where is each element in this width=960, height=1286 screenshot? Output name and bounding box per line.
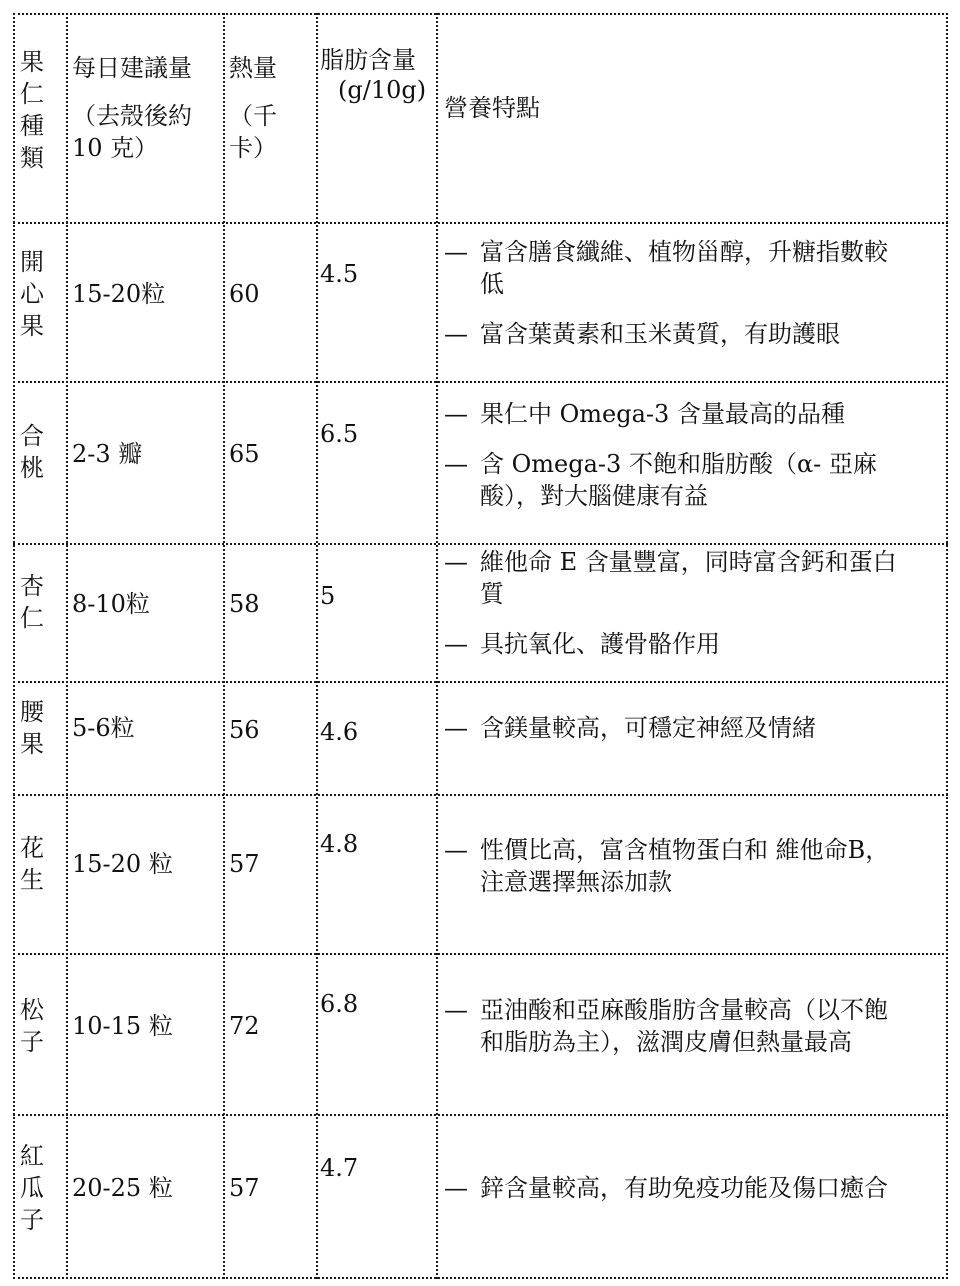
feature-item bbox=[444, 546, 944, 610]
nut-name: 松子 bbox=[20, 996, 44, 1056]
feature-item bbox=[444, 448, 944, 512]
column-divider bbox=[66, 13, 68, 1279]
features-list bbox=[444, 1172, 944, 1204]
header-features: 營養特點 bbox=[444, 94, 540, 122]
header-fat-line1: 脂肪含量 bbox=[320, 46, 416, 74]
bullet-dash: — bbox=[444, 1174, 468, 1202]
calories: 57 bbox=[229, 850, 260, 878]
feature-item bbox=[444, 834, 944, 898]
header-type: 果仁種類 bbox=[20, 48, 44, 172]
feature-item bbox=[444, 398, 944, 430]
feature-text: 維他命 E 含量豐富，同時富含鈣和蛋白 bbox=[480, 548, 897, 576]
features-list bbox=[444, 398, 944, 512]
feature-text: 具抗氧化、護骨骼作用 bbox=[480, 630, 720, 658]
features-list bbox=[444, 546, 944, 660]
feature-text-cont: 低 bbox=[480, 270, 504, 298]
fat-content: 5 bbox=[320, 582, 336, 610]
column-divider bbox=[316, 13, 318, 1279]
daily-amount: 2-3 瓣 bbox=[72, 440, 143, 468]
row-divider bbox=[13, 381, 948, 383]
calories: 57 bbox=[229, 1174, 260, 1202]
bullet-dash: — bbox=[444, 400, 468, 428]
fat-content: 4.7 bbox=[320, 1154, 359, 1182]
nut-name: 花生 bbox=[20, 834, 44, 894]
bullet-dash: — bbox=[444, 320, 468, 348]
header-calories-line1: 熱量 bbox=[229, 54, 277, 82]
bullet-dash: — bbox=[444, 996, 468, 1024]
feature-text: 果仁中 Omega-3 含量最高的品種 bbox=[480, 400, 845, 428]
daily-amount: 20-25 粒 bbox=[72, 1174, 173, 1202]
nut-name: 紅瓜子 bbox=[20, 1142, 44, 1234]
fat-content: 6.8 bbox=[320, 990, 359, 1018]
bullet-dash: — bbox=[444, 450, 468, 478]
daily-amount: 8-10粒 bbox=[72, 590, 150, 618]
feature-text: 富含葉黃素和玉米黃質，有助護眼 bbox=[480, 320, 840, 348]
header-daily-line2: （去殼後約 bbox=[72, 102, 192, 130]
bullet-dash: — bbox=[444, 714, 468, 742]
feature-text-cont: 注意選擇無添加款 bbox=[480, 868, 672, 896]
nut-name: 開心果 bbox=[20, 248, 44, 340]
fat-content: 4.5 bbox=[320, 260, 359, 288]
feature-text: 亞油酸和亞麻酸脂肪含量較高（以不飽 bbox=[480, 996, 888, 1024]
features-list bbox=[444, 712, 944, 744]
feature-item bbox=[444, 712, 944, 744]
features-list bbox=[444, 236, 944, 350]
daily-amount: 15-20 粒 bbox=[72, 850, 173, 878]
column-divider bbox=[223, 13, 225, 1279]
bullet-dash: — bbox=[444, 548, 468, 576]
feature-item bbox=[444, 1172, 944, 1204]
daily-amount: 15-20粒 bbox=[72, 280, 166, 308]
nut-name: 腰果 bbox=[20, 698, 44, 758]
nut-name: 杏仁 bbox=[20, 572, 44, 632]
daily-amount: 5-6粒 bbox=[72, 714, 135, 742]
features-list bbox=[444, 834, 944, 898]
header-calories-line2: （千 bbox=[229, 102, 277, 130]
feature-text: 富含膳食纖維、植物甾醇，升糖指數較 bbox=[480, 238, 888, 266]
fat-content: 4.6 bbox=[320, 718, 359, 746]
nut-name: 合桃 bbox=[20, 422, 44, 482]
features-list bbox=[444, 994, 944, 1058]
row-divider bbox=[13, 543, 948, 545]
fat-content: 6.5 bbox=[320, 420, 359, 448]
feature-text: 性價比高，富含植物蛋白和 維他命B， bbox=[480, 836, 890, 864]
row-divider bbox=[13, 681, 948, 683]
row-divider bbox=[13, 794, 948, 796]
feature-text-cont: 和脂肪為主），滋潤皮膚但熱量最高 bbox=[480, 1028, 852, 1056]
calories: 60 bbox=[229, 280, 260, 308]
header-calories-line3: 卡） bbox=[229, 134, 277, 162]
header-daily-line3: 10 克） bbox=[72, 134, 159, 162]
bullet-dash: — bbox=[444, 630, 468, 658]
header-daily-line1: 每日建議量 bbox=[72, 54, 192, 82]
daily-amount: 10-15 粒 bbox=[72, 1012, 173, 1040]
bullet-dash: — bbox=[444, 238, 468, 266]
row-divider bbox=[13, 953, 948, 955]
feature-text-cont: 酸），對大腦健康有益 bbox=[480, 482, 708, 510]
column-divider bbox=[436, 13, 438, 1279]
calories: 72 bbox=[229, 1012, 260, 1040]
feature-text: 含鎂量較高，可穩定神經及情緒 bbox=[480, 714, 816, 742]
feature-item bbox=[444, 628, 944, 660]
fat-content: 4.8 bbox=[320, 830, 359, 858]
header-fat-line2: (g/10g) bbox=[338, 76, 427, 104]
feature-item bbox=[444, 236, 944, 300]
calories: 56 bbox=[229, 716, 260, 744]
feature-text-cont: 質 bbox=[480, 580, 504, 608]
calories: 58 bbox=[229, 590, 260, 618]
bullet-dash: — bbox=[444, 836, 468, 864]
row-divider bbox=[13, 222, 948, 224]
feature-text: 含 Omega-3 不飽和脂肪酸（α- 亞麻 bbox=[480, 450, 877, 478]
feature-text: 鋅含量較高，有助免疫功能及傷口癒合 bbox=[480, 1174, 888, 1202]
feature-item bbox=[444, 994, 944, 1058]
feature-item bbox=[444, 318, 944, 350]
calories: 65 bbox=[229, 440, 260, 468]
row-divider bbox=[13, 1114, 948, 1116]
